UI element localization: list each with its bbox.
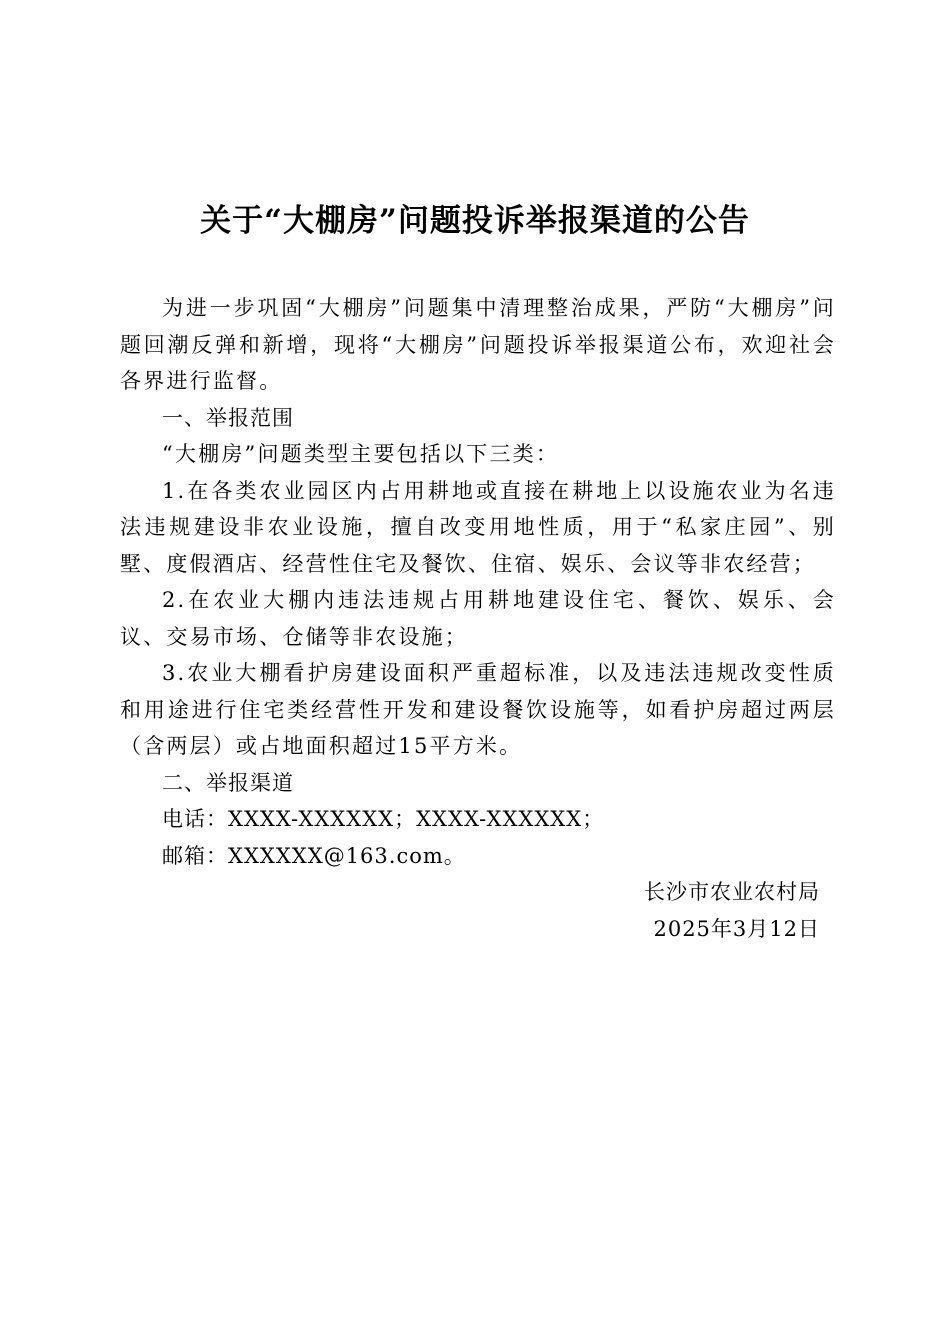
intro-paragraph: 为进一步巩固“大棚房”问题集中清理整治成果，严防“大棚房”问题回潮反弹和新增，现将“大棚房”问题投诉举报渠道公布，欢迎社会各界进行监督。 bbox=[120, 296, 836, 393]
document-body bbox=[120, 290, 836, 947]
scope-item-3: 3.农业大棚看护房建设面积严重超标准，以及违法违规改变性质和用途进行住宅类经营性开发和建设餐饮设施等，如看护房超过两层（含两层）或占地面积超过15平方米。 bbox=[120, 661, 836, 758]
scope-item-2: 2.在农业大棚内违法违规占用耕地建设住宅、餐饮、娱乐、会议、交易市场、仓储等非农设施； bbox=[120, 588, 836, 649]
section-heading-scope: 一、举报范围 bbox=[162, 405, 294, 430]
email-line: 邮箱：XXXXXX@163.com。 bbox=[162, 843, 466, 868]
document-title: 关于“大棚房”问题投诉举报渠道的公告 bbox=[200, 203, 750, 239]
signature-org: 长沙市农业农村局 bbox=[644, 880, 820, 904]
scope-lead-paragraph: “大棚房”问题类型主要包括以下三类： bbox=[162, 442, 560, 466]
phone-line: 电话：XXXX-XXXXXX；XXXX-XXXXXX； bbox=[162, 807, 605, 831]
signature-date: 2025年3月12日 bbox=[653, 916, 820, 941]
scope-item-1: 1.在各类农业园区内占用耕地或直接在耕地上以设施农业为名违法违规建设非农业设施，擅自改变用地性质，用于“私家庄园”、别墅、度假酒店、经营性住宅及餐饮、住宿、娱乐、会议等非农经营； bbox=[120, 478, 836, 576]
section-heading-channels: 二、举报渠道 bbox=[162, 770, 294, 795]
